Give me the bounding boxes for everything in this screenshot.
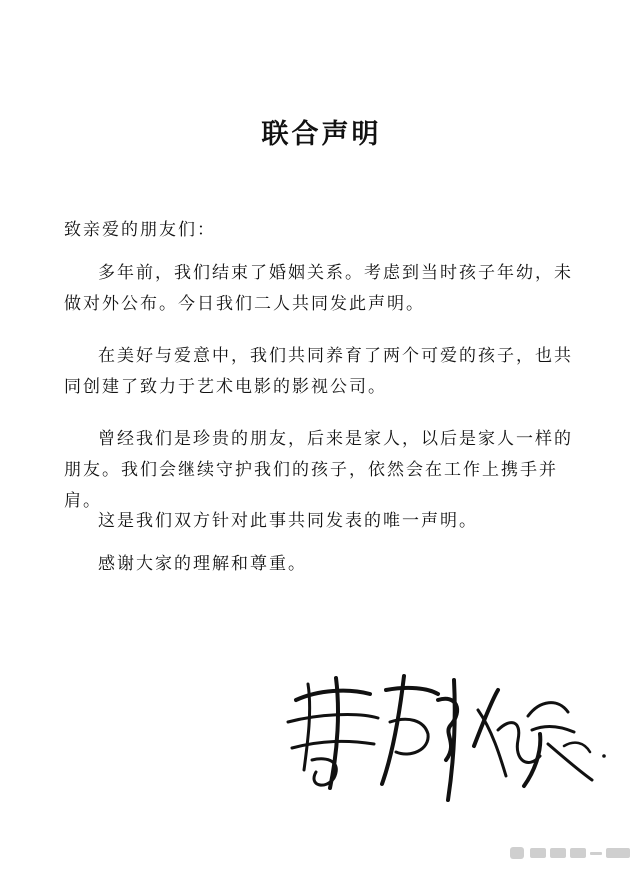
paragraph-5: 感谢大家的理解和尊重。 bbox=[98, 554, 307, 574]
paragraph-4: 这是我们双方针对此事共同发表的唯一声明。 bbox=[98, 511, 478, 531]
greeting: 致亲爱的朋友们： bbox=[64, 220, 216, 240]
paragraph-2: 在美好与爱意中，我们共同养育了两个可爱的孩子，也共同创建了致力于艺术电影的影视公司。 bbox=[64, 346, 573, 397]
handwritten-signature bbox=[278, 660, 618, 810]
paragraph-3: 曾经我们是珍贵的朋友，后来是家人，以后是家人一样的朋友。我们会继续守护我们的孩子，依然会在工作上携手并肩。 bbox=[64, 429, 573, 511]
watermark-icon bbox=[508, 842, 633, 864]
document-title: 联合声明 bbox=[261, 119, 382, 150]
paragraph-1: 多年前，我们结束了婚姻关系。考虑到当时孩子年幼，未做对外公布。今日我们二人共同发此声明。 bbox=[64, 263, 573, 314]
